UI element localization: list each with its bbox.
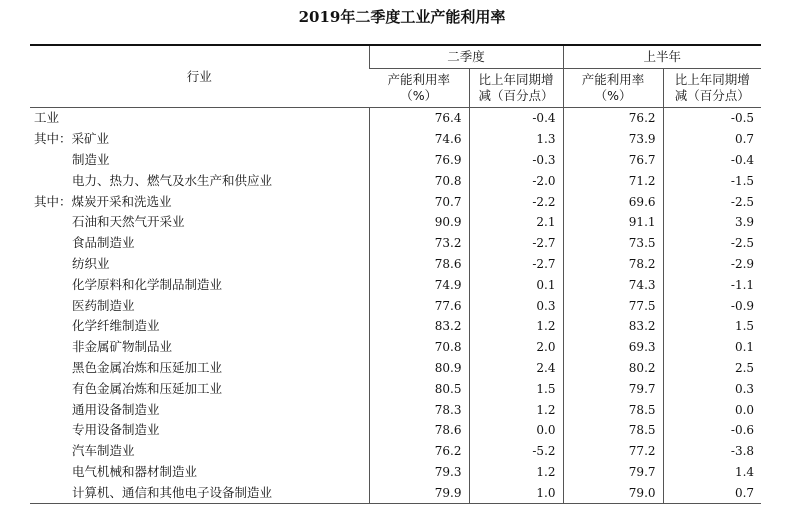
industry-cell: 专用设备制造业 bbox=[72, 422, 160, 438]
table-row bbox=[30, 150, 761, 171]
header-change-line2: 减（百分点） bbox=[478, 88, 554, 103]
h1-change-cell: -0.9 bbox=[663, 295, 761, 316]
header-q2-change bbox=[469, 69, 563, 108]
table-row bbox=[30, 378, 761, 399]
q2-change-cell: 1.0 bbox=[469, 482, 563, 503]
q2-rate-cell: 79.9 bbox=[369, 482, 469, 503]
header-change-line1: 比上年同期增 bbox=[674, 72, 750, 87]
h1-change-cell: 3.9 bbox=[663, 212, 761, 233]
h1-rate-cell: 76.2 bbox=[563, 108, 663, 129]
h1-change-cell: 0.0 bbox=[663, 399, 761, 420]
industry-cell: 纺织业 bbox=[72, 255, 110, 271]
table-row bbox=[30, 316, 761, 337]
q2-change-cell: 1.2 bbox=[469, 316, 563, 337]
table-row bbox=[30, 441, 761, 462]
header-h1-rate bbox=[563, 69, 663, 108]
header-q2-rate bbox=[369, 69, 469, 108]
q2-change-cell: 2.0 bbox=[469, 337, 563, 358]
h1-rate-cell: 69.6 bbox=[563, 191, 663, 212]
q2-rate-cell: 76.4 bbox=[369, 108, 469, 129]
header-industry: 行业 bbox=[30, 45, 369, 108]
q2-rate-cell: 76.9 bbox=[369, 150, 469, 171]
h1-rate-cell: 91.1 bbox=[563, 212, 663, 233]
q2-rate-cell: 76.2 bbox=[369, 441, 469, 462]
q2-change-cell: -5.2 bbox=[469, 441, 563, 462]
q2-rate-cell: 74.9 bbox=[369, 274, 469, 295]
q2-rate-cell: 70.7 bbox=[369, 191, 469, 212]
h1-rate-cell: 83.2 bbox=[563, 316, 663, 337]
industry-cell: 计算机、通信和其他电子设备制造业 bbox=[30, 482, 369, 503]
q2-rate-cell: 77.6 bbox=[369, 295, 469, 316]
table-row bbox=[30, 170, 761, 191]
industry-cell: 非金属矿物制品业 bbox=[72, 339, 173, 355]
q2-rate-cell: 90.9 bbox=[369, 212, 469, 233]
table-row bbox=[30, 191, 761, 212]
h1-change-cell: 1.5 bbox=[663, 316, 761, 337]
capacity-utilization-table bbox=[30, 44, 761, 504]
industry-cell: 有色金属冶炼和压延加工业 bbox=[72, 380, 223, 396]
q2-rate-cell: 73.2 bbox=[369, 233, 469, 254]
q2-change-cell: -2.7 bbox=[469, 233, 563, 254]
h1-rate-cell: 79.7 bbox=[563, 378, 663, 399]
table-header bbox=[30, 45, 761, 108]
h1-rate-cell: 77.2 bbox=[563, 441, 663, 462]
q2-rate-cell: 78.3 bbox=[369, 399, 469, 420]
h1-change-cell: 2.5 bbox=[663, 358, 761, 379]
page-title: 2019年二季度工业产能利用率 bbox=[298, 8, 506, 26]
header-first-half: 上半年 bbox=[563, 45, 761, 69]
industry-cell: 化学纤维制造业 bbox=[72, 318, 160, 334]
q2-rate-cell: 70.8 bbox=[369, 170, 469, 191]
industry-cell: 工业 bbox=[34, 110, 60, 126]
q2-change-cell: -2.7 bbox=[469, 254, 563, 275]
table-row bbox=[30, 295, 761, 316]
industry-cell: 通用设备制造业 bbox=[72, 401, 160, 417]
h1-rate-cell: 78.5 bbox=[563, 399, 663, 420]
q2-change-cell: -0.4 bbox=[469, 108, 563, 129]
h1-change-cell: -1.1 bbox=[663, 274, 761, 295]
h1-change-cell: -3.8 bbox=[663, 441, 761, 462]
header-h1-change bbox=[663, 69, 761, 108]
q2-change-cell: 1.2 bbox=[469, 462, 563, 483]
header-q2: 二季度 bbox=[369, 45, 563, 69]
table-row bbox=[30, 212, 761, 233]
industry-cell: 黑色金属冶炼和压延加工业 bbox=[72, 359, 223, 375]
industry-cell: 电气机械和器材制造业 bbox=[72, 463, 198, 479]
q2-change-cell: 0.3 bbox=[469, 295, 563, 316]
h1-rate-cell: 80.2 bbox=[563, 358, 663, 379]
h1-change-cell: 0.7 bbox=[663, 129, 761, 150]
industry-cell: 化学原料和化学制品制造业 bbox=[72, 276, 223, 292]
q2-rate-cell: 80.9 bbox=[369, 358, 469, 379]
industry-cell: 医药制造业 bbox=[72, 297, 135, 313]
industry-cell: 电力、热力、燃气及水生产和供应业 bbox=[72, 172, 273, 188]
header-rate-line1: 产能利用率 bbox=[387, 72, 450, 87]
h1-rate-cell: 73.5 bbox=[563, 233, 663, 254]
industry-cell: 汽车制造业 bbox=[72, 443, 135, 459]
h1-change-cell: 0.7 bbox=[663, 482, 761, 503]
table-body bbox=[30, 108, 761, 504]
q2-rate-cell: 78.6 bbox=[369, 254, 469, 275]
h1-change-cell: -1.5 bbox=[663, 170, 761, 191]
h1-rate-cell: 71.2 bbox=[563, 170, 663, 191]
table-row bbox=[30, 358, 761, 379]
h1-rate-cell: 79.7 bbox=[563, 462, 663, 483]
q2-rate-cell: 70.8 bbox=[369, 337, 469, 358]
q2-change-cell: 0.0 bbox=[469, 420, 563, 441]
h1-rate-cell: 74.3 bbox=[563, 274, 663, 295]
h1-change-cell: -0.6 bbox=[663, 420, 761, 441]
h1-rate-cell: 76.7 bbox=[563, 150, 663, 171]
header-rate-line1: 产能利用率 bbox=[581, 72, 645, 87]
h1-change-cell: 0.1 bbox=[663, 337, 761, 358]
table-row bbox=[30, 233, 761, 254]
h1-change-cell: -0.4 bbox=[663, 150, 761, 171]
h1-rate-cell: 77.5 bbox=[563, 295, 663, 316]
table-row bbox=[30, 254, 761, 275]
q2-rate-cell: 80.5 bbox=[369, 378, 469, 399]
table-row bbox=[30, 274, 761, 295]
industry-cell: 其中：采矿业 bbox=[34, 131, 110, 147]
industry-cell: 其中：煤炭开采和洗选业 bbox=[34, 193, 172, 209]
industry-cell: 制造业 bbox=[72, 151, 110, 167]
h1-change-cell: -2.5 bbox=[663, 233, 761, 254]
h1-change-cell: 1.4 bbox=[663, 462, 761, 483]
h1-rate-cell: 69.3 bbox=[563, 337, 663, 358]
header-rate-line2: （%） bbox=[594, 88, 632, 103]
q2-change-cell: 0.1 bbox=[469, 274, 563, 295]
h1-change-cell: -0.5 bbox=[663, 108, 761, 129]
q2-rate-cell: 83.2 bbox=[369, 316, 469, 337]
q2-rate-cell: 79.3 bbox=[369, 462, 469, 483]
table-row bbox=[30, 462, 761, 483]
table-row bbox=[30, 399, 761, 420]
q2-change-cell: -0.3 bbox=[469, 150, 563, 171]
q2-rate-cell: 74.6 bbox=[369, 129, 469, 150]
industry-cell: 食品制造业 bbox=[72, 235, 135, 251]
q2-change-cell: 2.4 bbox=[469, 358, 563, 379]
table-row bbox=[30, 482, 761, 503]
header-change-line1: 比上年同期增 bbox=[478, 72, 554, 87]
table-row bbox=[30, 129, 761, 150]
h1-rate-cell: 79.0 bbox=[563, 482, 663, 503]
industry-cell: 石油和天然气开采业 bbox=[72, 214, 185, 230]
h1-rate-cell: 78.5 bbox=[563, 420, 663, 441]
q2-change-cell: 1.3 bbox=[469, 129, 563, 150]
h1-change-cell: 0.3 bbox=[663, 378, 761, 399]
header-change-line2: 减（百分点） bbox=[674, 88, 750, 103]
q2-rate-cell: 78.6 bbox=[369, 420, 469, 441]
table-row bbox=[30, 108, 761, 129]
h1-rate-cell: 78.2 bbox=[563, 254, 663, 275]
q2-change-cell: -2.0 bbox=[469, 170, 563, 191]
q2-change-cell: 1.5 bbox=[469, 378, 563, 399]
h1-rate-cell: 73.9 bbox=[563, 129, 663, 150]
q2-change-cell: 2.1 bbox=[469, 212, 563, 233]
h1-change-cell: -2.9 bbox=[663, 254, 761, 275]
table-row bbox=[30, 337, 761, 358]
h1-change-cell: -2.5 bbox=[663, 191, 761, 212]
q2-change-cell: 1.2 bbox=[469, 399, 563, 420]
table-row bbox=[30, 420, 761, 441]
header-rate-line2: （%） bbox=[400, 88, 438, 103]
q2-change-cell: -2.2 bbox=[469, 191, 563, 212]
